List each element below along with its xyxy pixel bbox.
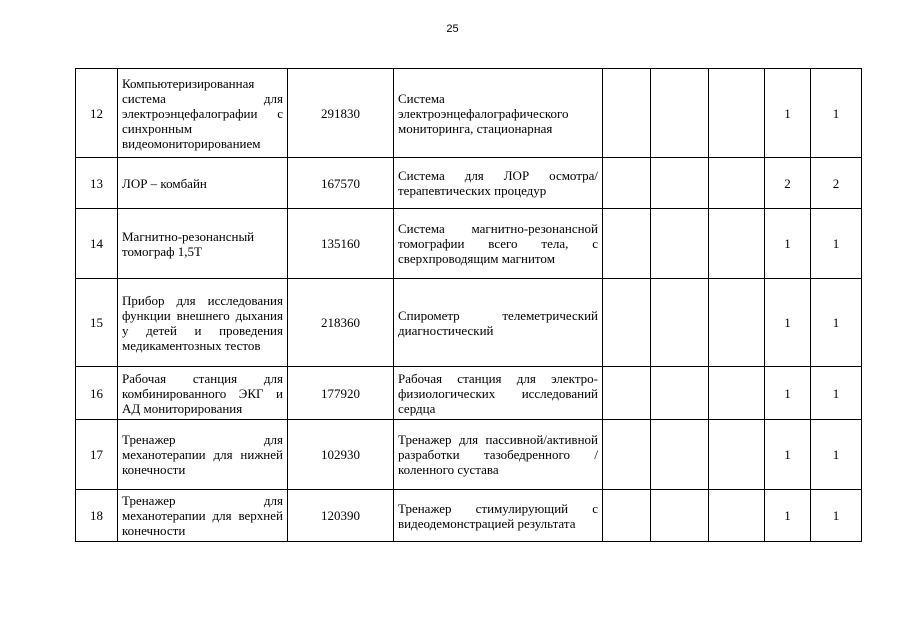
empty-cell <box>603 158 651 209</box>
row-number-cell: 12 <box>76 69 118 158</box>
table-row <box>76 69 862 158</box>
quantity-cell: 1 <box>765 279 811 367</box>
row-number-cell: 18 <box>76 490 118 542</box>
empty-cell <box>603 209 651 279</box>
empty-cell <box>709 490 765 542</box>
equipment-name-cell: Тренажер для механотерапии для верхней конечности <box>118 490 288 542</box>
equipment-name-cell: Тренажер для механотерапии для нижней конечности <box>118 420 288 490</box>
empty-cell <box>709 367 765 420</box>
equipment-code-cell: 177920 <box>288 367 394 420</box>
table-row <box>76 420 862 490</box>
equipment-type-cell: Система электроэнцефалографического мониторинга, стационарная <box>394 69 603 158</box>
equipment-code-cell: 167570 <box>288 158 394 209</box>
table-row <box>76 367 862 420</box>
empty-cell <box>709 209 765 279</box>
empty-cell <box>603 367 651 420</box>
quantity-total-cell: 1 <box>811 367 862 420</box>
empty-cell <box>651 420 709 490</box>
quantity-cell: 1 <box>765 69 811 158</box>
equipment-code-cell: 102930 <box>288 420 394 490</box>
equipment-type-cell: Спирометр телеметрический диагностический <box>394 279 603 367</box>
empty-cell <box>651 279 709 367</box>
equipment-code-cell: 135160 <box>288 209 394 279</box>
row-number-cell: 13 <box>76 158 118 209</box>
quantity-total-cell: 1 <box>811 209 862 279</box>
row-number-cell: 14 <box>76 209 118 279</box>
empty-cell <box>603 490 651 542</box>
table-row <box>76 158 862 209</box>
empty-cell <box>603 69 651 158</box>
table-row <box>76 279 862 367</box>
equipment-type-cell: Тренажер для пассивной/активной разработки тазобедренного /коленного сустава <box>394 420 603 490</box>
equipment-name-cell: Компьютеризированная система для электроэнцефалографии с синхронным видеомониторированием <box>118 69 288 158</box>
quantity-total-cell: 1 <box>811 420 862 490</box>
equipment-code-cell: 120390 <box>288 490 394 542</box>
row-number-cell: 16 <box>76 367 118 420</box>
quantity-total-cell: 1 <box>811 279 862 367</box>
quantity-cell: 1 <box>765 420 811 490</box>
row-number-cell: 15 <box>76 279 118 367</box>
table-row <box>76 490 862 542</box>
equipment-name-cell: Прибор для исследования функции внешнего дыхания у детей и проведения медикаментозных тестов <box>118 279 288 367</box>
equipment-name-cell: ЛОР – комбайн <box>118 158 288 209</box>
table-row <box>76 209 862 279</box>
quantity-total-cell: 1 <box>811 490 862 542</box>
page-number: 25 <box>446 23 459 35</box>
empty-cell <box>651 490 709 542</box>
quantity-cell: 2 <box>765 158 811 209</box>
quantity-cell: 1 <box>765 490 811 542</box>
equipment-name-cell: Рабочая станция для комбинированного ЭКГ и АД мониторирования <box>118 367 288 420</box>
empty-cell <box>651 158 709 209</box>
empty-cell <box>651 69 709 158</box>
equipment-table <box>75 68 862 542</box>
empty-cell <box>651 209 709 279</box>
quantity-total-cell: 2 <box>811 158 862 209</box>
equipment-code-cell: 291830 <box>288 69 394 158</box>
empty-cell <box>709 420 765 490</box>
equipment-type-cell: Рабочая станция для электро-физиологических исследований сердца <box>394 367 603 420</box>
quantity-cell: 1 <box>765 209 811 279</box>
empty-cell <box>603 279 651 367</box>
quantity-cell: 1 <box>765 367 811 420</box>
empty-cell <box>709 69 765 158</box>
quantity-total-cell: 1 <box>811 69 862 158</box>
equipment-type-cell: Система для ЛОР осмотра/терапевтических процедур <box>394 158 603 209</box>
equipment-code-cell: 218360 <box>288 279 394 367</box>
empty-cell <box>651 367 709 420</box>
empty-cell <box>709 158 765 209</box>
equipment-type-cell: Система магнитно-резонансной томографии всего тела, с сверхпроводящим магнитом <box>394 209 603 279</box>
empty-cell <box>709 279 765 367</box>
equipment-type-cell: Тренажер стимулирующий с видеодемонстрацией результата <box>394 490 603 542</box>
empty-cell <box>603 420 651 490</box>
equipment-name-cell: Магнитно-резонансный томограф 1,5Т <box>118 209 288 279</box>
row-number-cell: 17 <box>76 420 118 490</box>
